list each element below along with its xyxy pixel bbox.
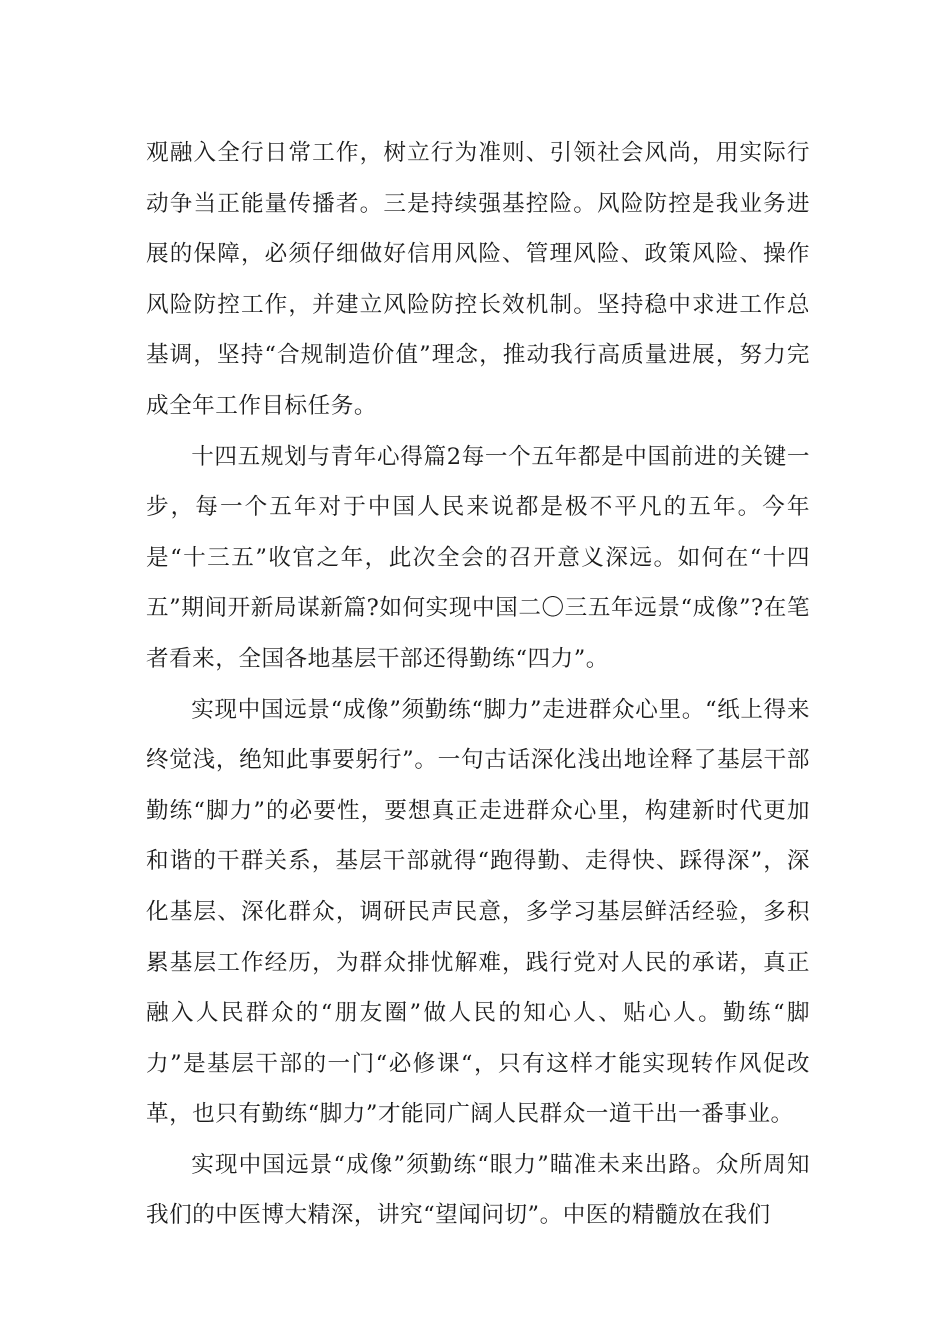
paragraph-1: 观融入全行日常工作，树立行为准则、引领社会风尚，用实际行动争当正能量传播者。三是持续强基控险。风险防控是我业务进展的保障，必须仔细做好信用风险、管理风险、政策风险、操作风险防控工作，并建立风险防控长效机制。坚持稳中求进工作总基调，坚持“合规制造价值”理念，推动我行高质量进展，努力完成全年工作目标任务。 <box>146 140 810 419</box>
paragraph-3: 实现中国远景“成像”须勤练“脚力”走进群众心里。“纸上得来终觉浅，绝知此事要躬行”。一句古话深化浅出地诠释了基层干部勤练“脚力”的必要性，要想真正走进群众心里，构建新时代更加和谐的干群关系，基层干部就得“跑得勤、走得快、踩得深”，深化基层、深化群众，调研民声民意，多学习基层鲜活经验，多积累基层工作经历，为群众排忧解难，践行党对人民的承诺，真正融入人民群众的“朋友圈”做人民的知心人、贴心人。勤练“脚力”是基层干部的一门“必修课“，只有这样才能实现转作风促改革，也只有勤练“脚力”才能同广阔人民群众一道干出一番事业。 <box>146 696 810 1128</box>
document-body <box>146 128 810 1241</box>
paragraph-4: 实现中国远景“成像”须勤练“眼力”瞄准未来出路。众所周知我们的中医博大精深，讲究“望闻问切”。中医的精髓放在我们 <box>146 1151 810 1229</box>
paragraph-2: 十四五规划与青年心得篇2每一个五年都是中国前进的关键一步，每一个五年对于中国人民来说都是极不平凡的五年。今年是“十三五”收官之年，此次全会的召开意义深远。如何在“十四五”期间开新局谋新篇?如何实现中国二〇三五年远景“成像”?在笔者看来，全国各地基层干部还得勤练“四力”。 <box>146 443 810 672</box>
